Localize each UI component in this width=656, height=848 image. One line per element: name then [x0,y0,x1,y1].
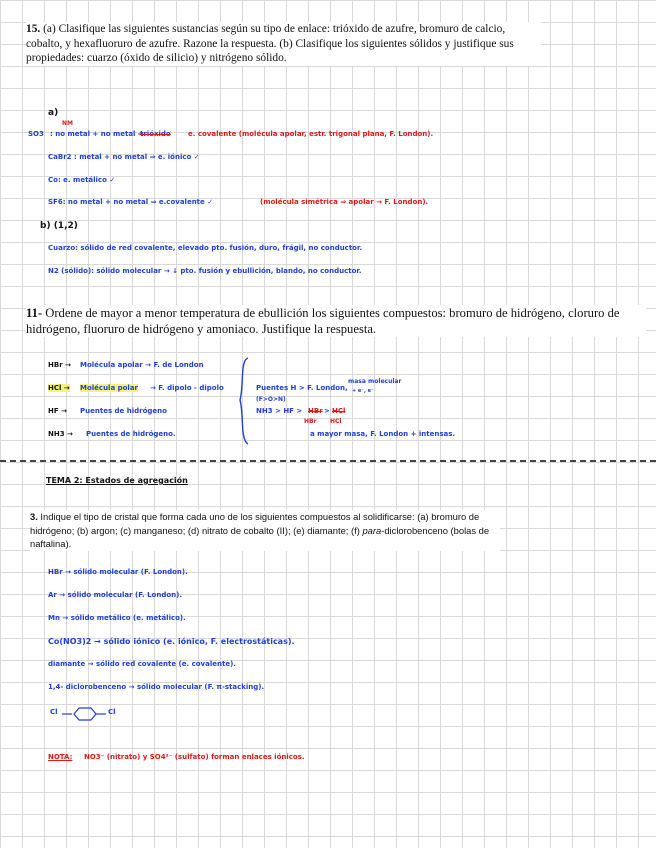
question-3-text: Indique el tipo de cristal que forma cada uno de los siguientes compuestos al solidificarse: (a) bromuro de hidrógeno; (b) argon; (c) manganeso; (d) nitrato de cobalto (II); (e) diamante; (f) [30,511,480,536]
benzene-cl-right: Cl [108,708,116,716]
nh3-label: NH3 → [48,430,73,438]
right-line-2: (F>O>N) [256,396,286,403]
answer-3-line-5: diamante → sólido red covalente (e. covalente). [48,660,236,668]
question-15-number: 15. [26,23,41,35]
answer-3-line-6: 1,4- diclorobenceno → sólido molecular (F. π-stacking). [48,683,265,691]
dashed-divider [0,460,656,462]
right-line-1: Puentes H > F. London, [256,384,348,392]
benzene-ring-icon [62,706,108,722]
curly-brace-icon [236,356,250,446]
question-11-number: 11- [26,306,43,320]
sf6-red-note: (molécula simétrica ⇒ apolar → F. London). [260,198,429,206]
benzene-cl-left: Cl [50,708,58,716]
cabr2-line: CaBr2 : metal + no metal ⇒ e. iónico ✓ [48,153,200,161]
right-gt: > [324,407,330,415]
right-line-3: NH3 > HF > [256,407,303,415]
answer-3-line-4: Co(NO3)2 → sólido iónico (e. iónico, F. electrostáticas). [48,637,295,646]
hf-text: Puentes de hidrógeno [80,407,167,415]
cuarzo-line: Cuarzo: sólido de red covalente, elevado pto. fusión, duro, frágil, no conductor. [48,244,363,252]
right-line-4: a mayor masa, F. London + intensas. [310,430,456,438]
answer-15-a-label: a) [48,108,59,118]
answer-3-line-1: HBr → sólido molecular (F. London). [48,568,188,576]
hf-label: HF → [48,407,67,415]
hcl-label: HCl → [48,384,70,392]
question-3-number: 3. [30,511,38,522]
question-15-text: (a) Clasifique las siguientes sustancias según su tipo de enlace: trióxido de azufre, bromuro de calcio, cobalto, y hexafluoruro de azufre. Razone la respuesta. (b) Clasifique los siguientes sólidos y justifique sus propiedades: cuarzo (óxido de silicio) y nitrógeno sólido. [26,23,514,64]
hcl-text: Molécula polar [80,384,139,392]
right-sub-hcl: HCl [330,418,342,425]
question-3 [30,510,500,551]
hcl-tail: → F. dipolo - dipolo [150,384,224,392]
right-struck-hcl: HCl [332,407,346,415]
question-3-italic: para [362,524,382,536]
so3-result: e. covalente (molécula apolar, estr. trigonal plana, F. London). [188,130,434,138]
note-label: NOTA: [48,753,73,761]
nh3-text: Puentes de hidrógeno. [86,430,176,438]
question-11 [26,305,646,337]
answer-3-line-2: Ar → sólido molecular (F. London). [48,591,182,599]
question-11-text: Ordene de mayor a menor temperatura de ebullición los siguientes compuestos: bromuro de hidrógeno, cloruro de hidrógeno, fluoruro de hidrógeno y amoniaco. Justifique la respuesta. [26,306,620,336]
sf6-line: SF6: no metal + no metal ⇒ e.covalente ✓ [48,198,214,206]
n2-line: N2 (sólido): sólido molecular → ↓ pto. fusión y ebullición, blando, no conductor. [48,267,362,275]
so3-type: : no metal + no metal ⇒ [50,130,144,138]
note-text: NO3⁻ (nitrato) y SO4²⁻ (sulfato) forman enlaces iónicos. [84,753,305,761]
right-struck-hbr: HBr [308,407,323,415]
right-mass: masa molecular [348,378,402,385]
so3-note: NM [62,120,73,127]
answer-3-line-3: Mn → sólido metálico (e. metálico). [48,614,186,622]
right-sub-hbr: HBr [304,418,317,425]
tema-header: TEMA 2: Estados de agregación [46,476,188,485]
question-3-text-end: -diclorobenceno (bolas de naftalina). [30,524,490,549]
co-line: Co: e. metálico ✓ [48,176,116,184]
so3-formula: SO3 [28,130,44,138]
answer-15-b-label: b) (1,2) [40,221,78,231]
question-15 [26,22,541,66]
hbr-text: Molécula apolar → F. de London [80,361,204,369]
so3-struck-word: trióxido [140,130,171,138]
right-mass-2: + e⁻, e⁻ [352,388,374,394]
hbr-label: HBr → [48,361,71,369]
